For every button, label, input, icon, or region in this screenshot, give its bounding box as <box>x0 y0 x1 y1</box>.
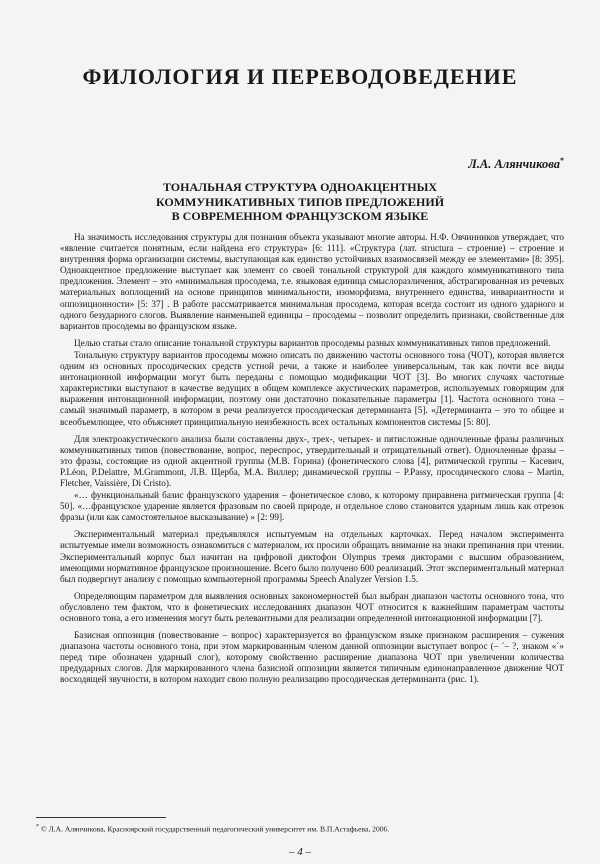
paragraph-3: Тональную структуру вариантов просодемы можно описать по движению частоты основного тона (ЧОТ), которая является одним из основных просодических средств устной речи, а также и наиболее универсальным, так как почти все виды интонационной информации могут быть переданы с помощью модификации ЧОТ [3]. Во многих случаях частотные характеристики выступают в качестве ведущих в общем комплексе акустических параметров, используемых говорящим для выражения интонационной информации, поэтому они достаточно показательные параметры [1]. Частота основного тона – самый значимый параметр, в котором в речи реализуется просодическая детерминанта [5]. «Детерминанта – это то общее и всеобъемлющее, что объясняет принципиальную неизбежность всех остальных компонентов системы [5: 80]. <box>60 349 564 427</box>
article-body <box>60 232 564 687</box>
footnote-text: © Л.А. Алянчикова, Красноярский государственный педагогический университет им. В.П.Астафьева, 2006. <box>40 824 390 834</box>
article-title-line-1: ТОНАЛЬНАЯ СТРУКТУРА ОДНОАКЦЕНТНЫХ <box>162 180 438 194</box>
paragraph-5: «… функциональный базис французского ударения – фонетическое слово, к которому приравнена ритмическая группа [4: 50]. «…французское ударение является фразовым по своей природе, и отдельное слово становится ударным лишь как отрезок фразы (или как самостоятельное высказывание) » [2: 99]. <box>60 490 564 523</box>
paragraph-6: Экспериментальный материал предъявлялся испытуемым на отдельных карточках. Перед началом эксперимента испытуемые имели возможность ознакомиться с материалом, их просили обращать внимание на знаки препинания при чтении. Экспериментальный корпус был начитан на цифровой диктофон Olympus тремя дикторами с высшим образованием, имеющими нормативное французское произношение. Всего было получено 600 реализаций. Этот экспериментальный материал был подвергнут анализу с помощью компьютерной программы Speech Analyzer Version 1.5. <box>60 529 564 584</box>
footnote-mark: * <box>36 824 39 830</box>
section-title: ФИЛОЛОГИЯ И ПЕРЕВОДОВЕДЕНИЕ <box>82 64 518 89</box>
footnote-divider <box>36 817 166 818</box>
page-number: – 4 – <box>289 846 311 858</box>
paragraph-2: Целью статьи стало описание тональной структуры вариантов просодемы разных коммуникативных типов предложений. <box>74 337 551 348</box>
author-name: Л.А. Алянчикова <box>468 157 560 172</box>
paragraph-8: Базисная оппозиция (повествование – вопрос) характеризуется во французском языке признаком расширения – сужения диапазона частоты основного тона, при этом маркированным членом данной оппозиции выступает вопрос (– ´– ?, знаком «´» перед тире обозначен ударный слог), которому свойственно расширение диапазона ЧОТ при увеличении количества предударных слогов. Для маркированного члена базисной оппозиции является типичным единонаправленное движение ЧОТ восходящей звучности, в котором находит свою полную реализацию просодическая детерминанта (рис. 1). <box>60 630 564 685</box>
author-footnote-mark: * <box>560 156 564 165</box>
article-title-line-2: КОММУНИКАТИВНЫХ ТИПОВ ПРЕДЛОЖЕНИЙ <box>155 194 445 209</box>
footnote <box>36 823 564 834</box>
paragraph-7: Определяющим параметром для выявления основных закономерностей был выбран диапазон частоты основного тона, что обусловлено тем фактом, что в фонетических исследованиях диапазон ЧОТ относится к важнейшим параметрам частоты основного тона, а его изменения могут быть релевантными для реализации определенной интонационной информации [7]. <box>60 590 564 623</box>
author-name-block <box>468 156 564 172</box>
article-title <box>120 180 480 224</box>
paragraph-4: Для электроакустического анализа были составлены двух-, трех-, четырех- и пятисложные одночленные фразы различных коммуникативных типов (повествование, вопрос, переспрос, утвердительный и отрицательный ответ). Одночленные фразы – это фразы, состоящие из одной акцентной группы (М.В. Горина) (фонетического слова [4], ритмической группы – Касевич, P.Léon, P.Delattre, M.Grammont, Л.В. Щерба, M.A. Виллер; динамической группы – P.Passy, просодического слова – Martin, Fletcher, Vaissière, Di Cristo). <box>60 433 564 488</box>
article-title-line-3: В СОВРЕМЕННОМ ФРАНЦУЗСКОМ ЯЗЫКЕ <box>171 209 429 223</box>
paragraph-1: На значимость исследования структуры для познания объекта указывают многие авторы. Н.Ф. Овчинников утверждает, что «явление считается понятным, если найдена его структура» [6: 111]. «Структура (лат. structura – строение) – строение и внутренняя форма организации системы, выступающая как единство устойчивых взаимосвязей между ее элементами» [8: 395]. Одноакцентное предложение выступает как элемент со своей тональной структурой для каждого коммуникативного типа предложения. Элемент – это «минимальная просодема, т.е. языковая единица смыслоразличения, абстрагированная из речевых материальных воплощений на основе принципов минимальности, изоморфизма, внутреннего единства, инвариантности и оппозиционности» [5: 37] . В работе рассматривается минимальная просодема, которая всегда состоит из одного ударного и одного безударного слогов. Выявление наименьшей единицы – просодемы – позволит определить признаки, свойственные для вариантов просодемы во французском языке. <box>60 232 564 331</box>
